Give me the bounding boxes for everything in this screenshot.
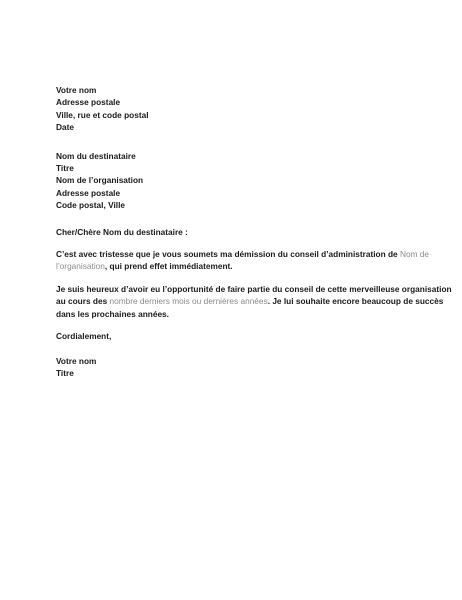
signature-name: Votre nom: [56, 355, 97, 366]
paragraph1-text: C’est avec tristesse que je vous soumets ma démission du conseil d’administration de: [56, 249, 400, 260]
organisation-placeholder-part2: l’organisation: [56, 261, 105, 272]
sender-city: Ville, rue et code postal: [56, 109, 149, 120]
signature-block: [56, 355, 416, 380]
paragraph2-text-b: . Je lui souhaite encore beaucoup de succès: [267, 296, 444, 307]
recipient-address: Adresse postale: [56, 187, 121, 198]
resignation-letter: [56, 84, 452, 379]
sender-address: Adresse postale: [56, 97, 121, 108]
paragraph1-text-end: , qui prend effet immédiatement.: [104, 261, 233, 272]
recipient-block: [56, 150, 416, 212]
closing-text: Cordialement,: [56, 331, 112, 342]
paragraph2-line1: Je suis heureux d’avoir eu l’opportunité de faire partie du conseil de cette merveilleuse organisation: [56, 283, 452, 294]
recipient-organisation: Nom de l’organisation: [56, 175, 144, 186]
letter-date: Date: [56, 122, 74, 133]
paragraph2-line2: [56, 295, 444, 307]
paragraph2-line3: dans les prochaines années.: [56, 308, 169, 319]
paragraph1-line1: [56, 248, 430, 260]
salutation: [56, 226, 416, 238]
paragraph-resignation: [56, 248, 430, 273]
sender-name: Votre nom: [56, 85, 97, 95]
recipient-postal-city: Code postal, Ville: [56, 200, 126, 211]
sender-block: [56, 84, 416, 134]
salutation-text: Cher/Chère Nom du destinataire :: [56, 226, 188, 237]
paragraph-thanks: [56, 283, 452, 320]
duration-placeholder: nombre derniers mois ou dernières années: [109, 296, 268, 307]
organisation-placeholder-part1: Nom de: [399, 249, 430, 260]
recipient-title: Titre: [56, 163, 74, 174]
signature-title: Titre: [56, 367, 74, 378]
paragraph1-line2: [56, 260, 416, 272]
recipient-name: Nom du destinataire: [56, 150, 136, 161]
closing: [56, 330, 416, 342]
paragraph2-text-a: au cours des: [56, 296, 110, 307]
